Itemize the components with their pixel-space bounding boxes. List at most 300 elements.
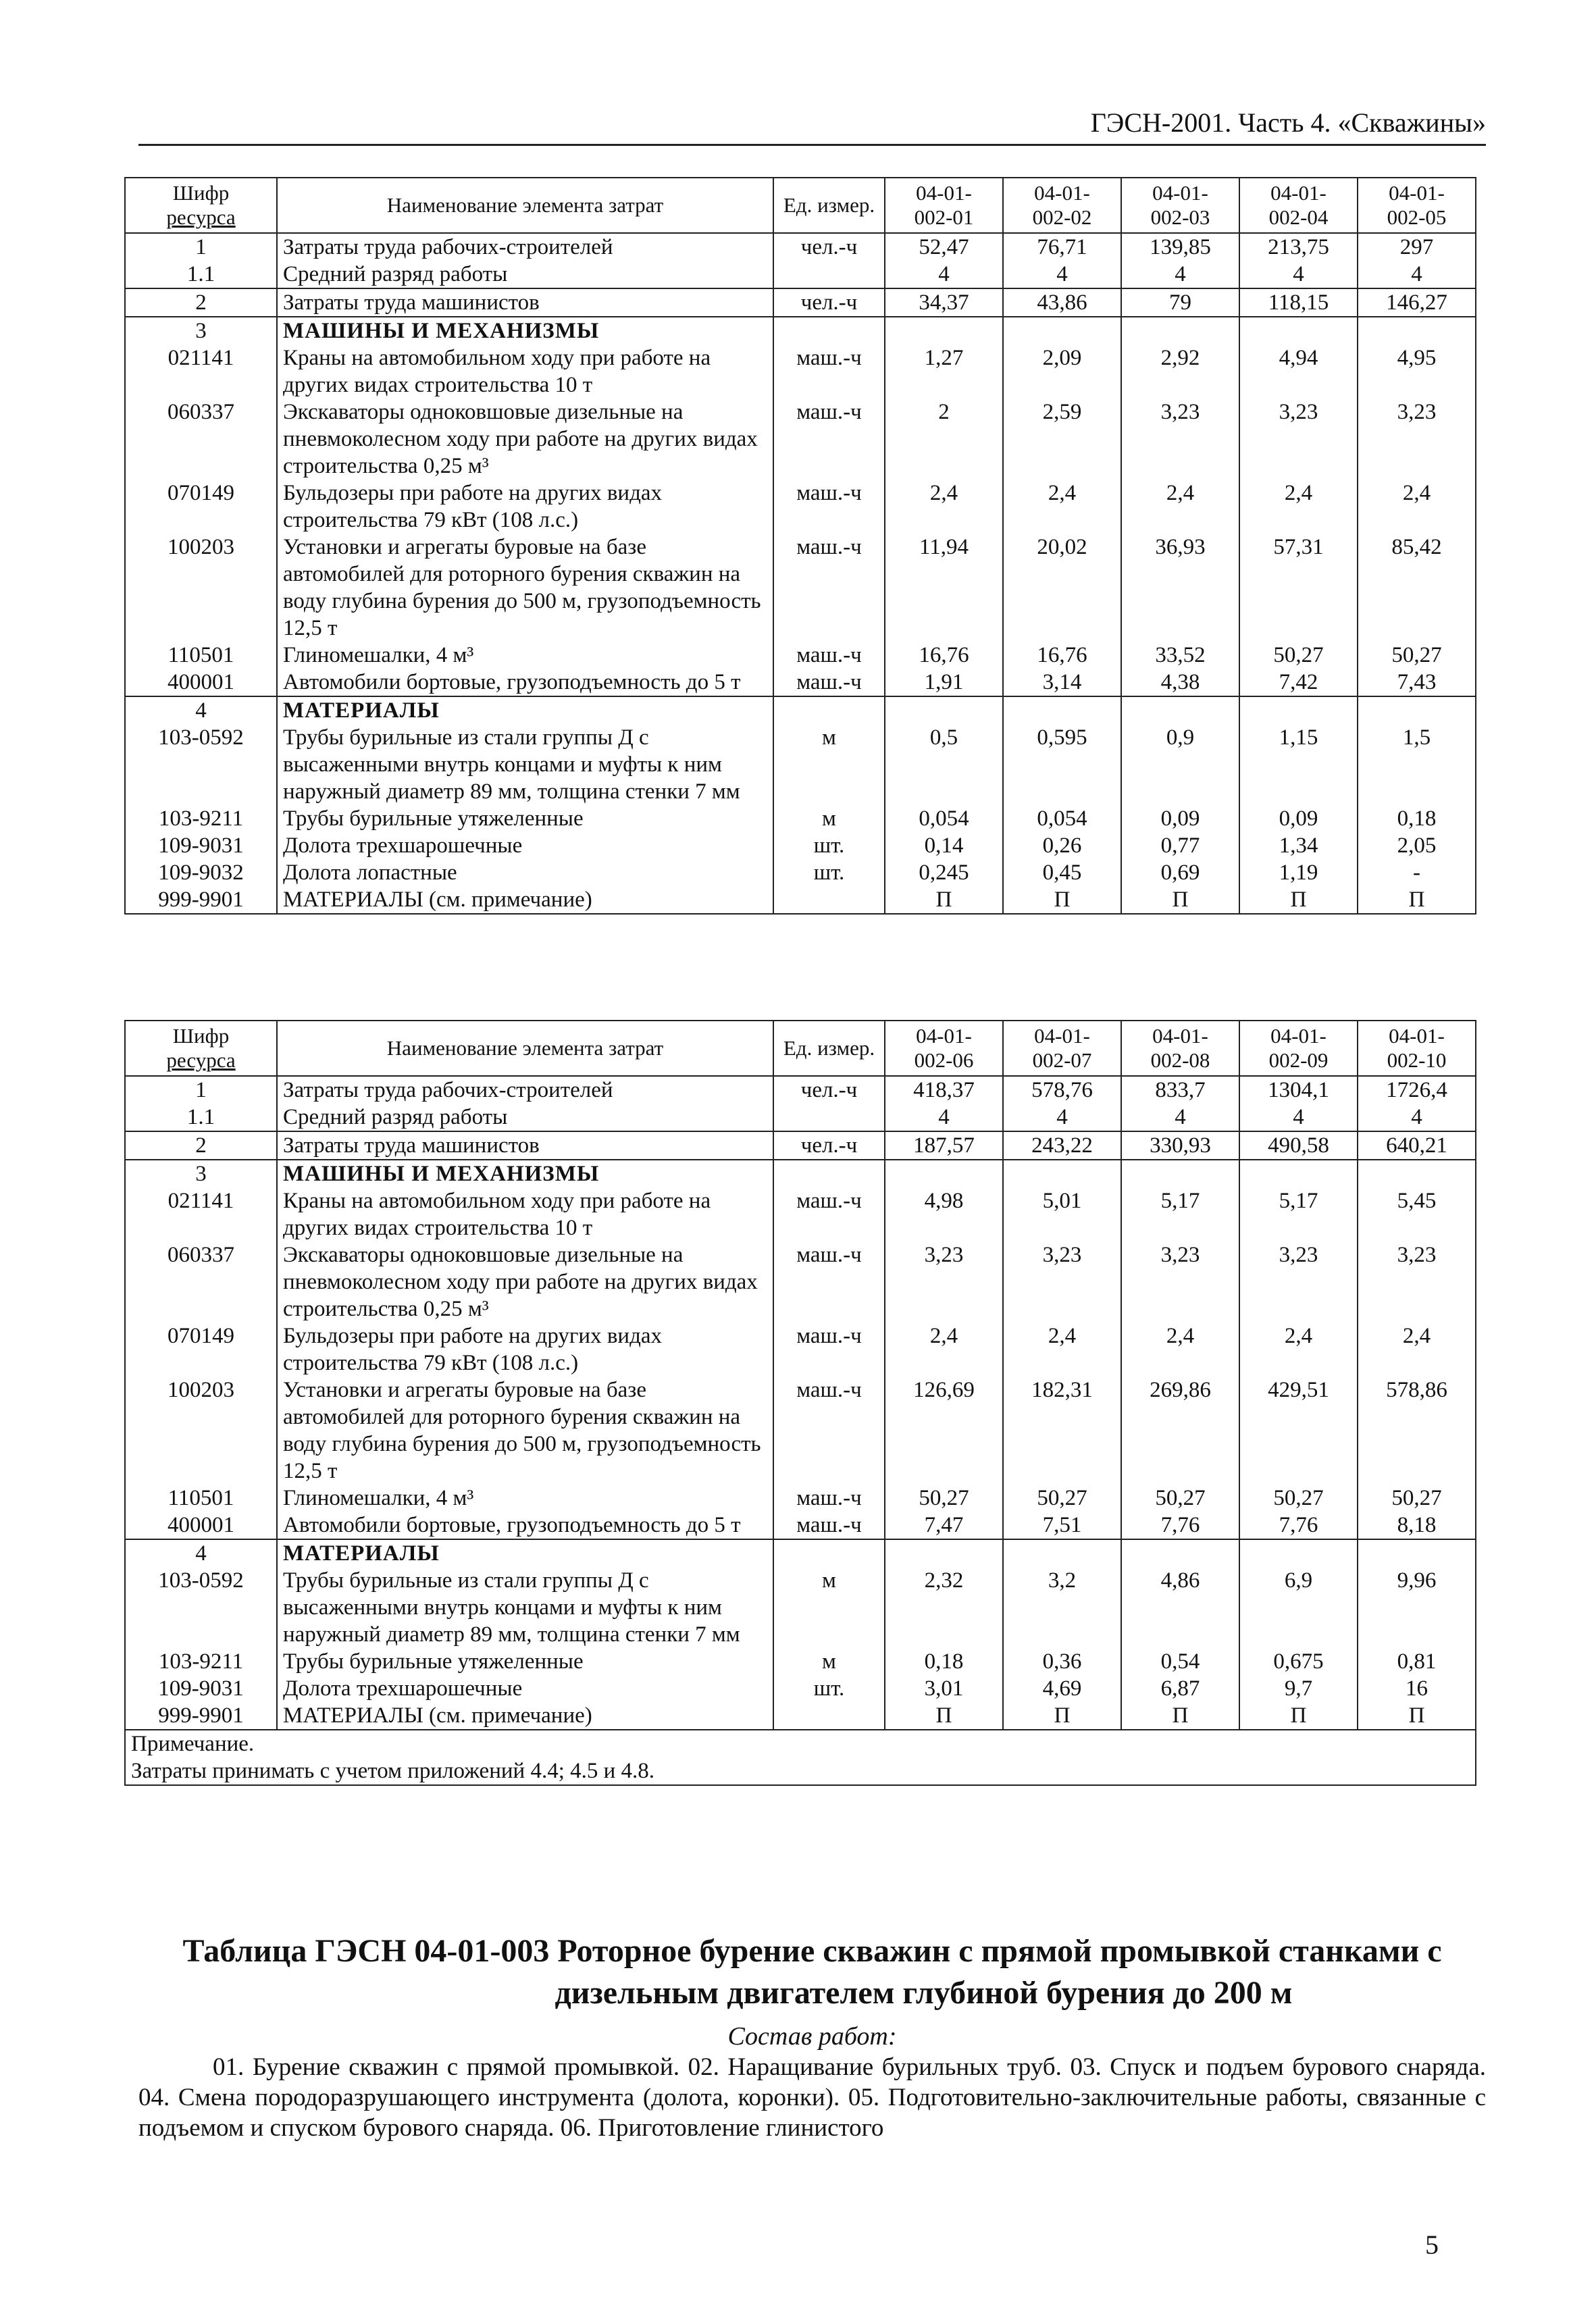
resource-unit: шт. [773,859,885,886]
resource-code: 400001 [125,669,277,696]
table-row [125,1377,1476,1485]
resource-value: 4 [1239,261,1358,288]
resource-name: Затраты труда машинистов [277,1131,773,1160]
resource-name: Бульдозеры при работе на других видах строительства 79 кВт (108 л.с.) [277,1322,773,1377]
table-row [125,233,1476,261]
resource-value: - [1358,859,1476,886]
resource-code: 021141 [125,344,277,398]
resource-value: 2,4 [1003,480,1121,534]
resource-value [1239,696,1358,724]
table-row [125,317,1476,344]
resource-value: 6,87 [1121,1675,1239,1702]
table-row [125,1567,1476,1648]
resource-value: 1,27 [885,344,1003,398]
resource-value: 50,27 [885,1485,1003,1512]
resource-value: 7,42 [1239,669,1358,696]
table-row [125,1322,1476,1377]
resource-name: Трубы бурильные из стали группы Д с высаженными внутрь концами и муфты к ним наружный диаметр 89 мм, толщина стенки 7 мм [277,724,773,805]
resource-value [1121,696,1239,724]
col-unit-header: Ед. измер. [773,1021,885,1076]
resource-name: Экскаваторы одноковшовые дизельные на пневмоколесном ходу при работе на других видах строительства 0,25 м³ [277,1241,773,1322]
resource-value [1239,1160,1358,1187]
resource-value: 16,76 [1003,642,1121,669]
resource-value: 4,38 [1121,669,1239,696]
resource-value: 146,27 [1358,288,1476,317]
table-row [125,1104,1476,1131]
resource-code: 109-9031 [125,1675,277,1702]
resource-unit: м [773,1567,885,1648]
table-body [125,1076,1476,1730]
resource-value: 4 [885,1104,1003,1131]
resource-value: 187,57 [885,1131,1003,1160]
resource-value: 34,37 [885,288,1003,317]
resource-value: П [1121,1702,1239,1730]
note-row [125,1730,1476,1785]
table-row [125,344,1476,398]
table-row [125,1512,1476,1539]
resource-unit: чел.-ч [773,288,885,317]
resource-unit: маш.-ч [773,1377,885,1485]
resource-value: 36,93 [1121,534,1239,642]
table-body [125,233,1476,914]
resource-value [1121,1160,1239,1187]
resource-value: П [1003,886,1121,914]
resource-name: Трубы бурильные утяжеленные [277,1648,773,1675]
resource-value: 0,5 [885,724,1003,805]
work-composition-caption: Состав работ: [727,2022,897,2051]
table-row [125,1539,1476,1567]
resource-value: 0,18 [885,1648,1003,1675]
resource-name: Установки и агрегаты буровые на базе автомобилей для роторного бурения скважин на воду глубина бурения до 500 м, грузоподъемность 12,5 т [277,1377,773,1485]
next-table-title-line2: дизельным двигателем глубиной бурения до 200 м [555,1975,1293,2011]
resource-value [1121,1539,1239,1567]
table-row [125,642,1476,669]
resource-value: 2,59 [1003,398,1121,480]
table-row [125,480,1476,534]
resource-code: 400001 [125,1512,277,1539]
resource-code: 103-0592 [125,1567,277,1648]
table-row [125,288,1476,317]
resource-name: Краны на автомобильном ходу при работе на других видах строительства 10 т [277,1187,773,1241]
resource-value: 50,27 [1358,1485,1476,1512]
resource-name: Затраты труда рабочих-строителей [277,1076,773,1104]
resource-value: 490,58 [1239,1131,1358,1160]
resource-value: 126,69 [885,1377,1003,1485]
resource-code: 110501 [125,642,277,669]
resource-unit [773,317,885,344]
resource-value: 1,34 [1239,832,1358,859]
resource-value: 2,4 [1358,480,1476,534]
resource-value: 0,77 [1121,832,1239,859]
resource-value: 4 [1003,1104,1121,1131]
resource-unit: м [773,724,885,805]
resource-value: 2,4 [1239,480,1358,534]
resource-value: 2,4 [885,480,1003,534]
resource-unit: маш.-ч [773,1241,885,1322]
note-title: Примечание. [131,1732,255,1756]
resource-value: 3,23 [1239,398,1358,480]
resource-value: 7,51 [1003,1512,1121,1539]
resource-unit [773,886,885,914]
table-row [125,1160,1476,1187]
resource-code: 2 [125,1131,277,1160]
resource-value [885,317,1003,344]
resource-value: 5,17 [1121,1187,1239,1241]
resource-value: 243,22 [1003,1131,1121,1160]
resource-code: 060337 [125,398,277,480]
resource-value: 578,86 [1358,1377,1476,1485]
table-row [125,805,1476,832]
resource-value: 57,31 [1239,534,1358,642]
resource-value: П [1003,1702,1121,1730]
resource-value: 182,31 [1003,1377,1121,1485]
page-number: 5 [1425,2230,1439,2260]
resource-name: Затраты труда рабочих-строителей [277,233,773,261]
col-code-header: Шифр ресурса [125,178,277,233]
resource-name: Глиномешалки, 4 м³ [277,642,773,669]
resource-name: Долота трехшарошечные [277,1675,773,1702]
resource-code: 3 [125,317,277,344]
resource-code: 1 [125,1076,277,1104]
resource-name: Автомобили бортовые, грузоподъемность до 5 т [277,669,773,696]
resource-name: Экскаваторы одноковшовые дизельные на пневмоколесном ходу при работе на других видах строительства 0,25 м³ [277,398,773,480]
resource-code: 100203 [125,534,277,642]
resource-value: 3,14 [1003,669,1121,696]
resource-value: П [1239,1702,1358,1730]
table-row [125,398,1476,480]
resource-name: Трубы бурильные из стали группы Д с высаженными внутрь концами и муфты к ним наружный диаметр 89 мм, толщина стенки 7 мм [277,1567,773,1648]
resource-unit [773,696,885,724]
resource-value: 50,27 [1121,1485,1239,1512]
resource-name: Бульдозеры при работе на других видах строительства 79 кВт (108 л.с.) [277,480,773,534]
resource-value [1358,696,1476,724]
note-text: Затраты принимать с учетом приложений 4.4; 4.5 и 4.8. [131,1759,655,1783]
col-norm-code: 04-01- 002-07 [1003,1021,1121,1076]
col-norm-code: 04-01- 002-10 [1358,1021,1476,1076]
resource-value: П [885,1702,1003,1730]
resource-code: 999-9901 [125,1702,277,1730]
resource-value [885,1539,1003,1567]
resource-value: 3,01 [885,1675,1003,1702]
resource-value: 5,01 [1003,1187,1121,1241]
resource-value: П [1358,1702,1476,1730]
resource-table-1 [124,177,1476,915]
resource-value: П [1239,886,1358,914]
resource-code: 3 [125,1160,277,1187]
resource-value: 0,054 [885,805,1003,832]
resource-unit: маш.-ч [773,1187,885,1241]
col-name-header: Наименование элемента затрат [277,178,773,233]
resource-value: 8,18 [1358,1512,1476,1539]
resource-name: Средний разряд работы [277,261,773,288]
resource-name: Краны на автомобильном ходу при работе на других видах строительства 10 т [277,344,773,398]
resource-unit [773,1104,885,1131]
resource-value [1003,696,1121,724]
col-code-header: Шифр ресурса [125,1021,277,1076]
resource-value: 6,9 [1239,1567,1358,1648]
resource-value: 2,4 [1358,1322,1476,1377]
resource-code: 103-9211 [125,1648,277,1675]
resource-value: 297 [1358,233,1476,261]
table-row [125,724,1476,805]
resource-unit: маш.-ч [773,1512,885,1539]
resource-value: 2,92 [1121,344,1239,398]
resource-name: МАТЕРИАЛЫ [277,1539,773,1567]
table-row [125,886,1476,914]
resource-value: 1,19 [1239,859,1358,886]
col-norm-code: 04-01- 002-06 [885,1021,1003,1076]
resource-value: 7,76 [1121,1512,1239,1539]
resource-value: 43,86 [1003,288,1121,317]
resource-value: 4,69 [1003,1675,1121,1702]
next-table-title [138,1930,1486,2014]
resource-value: 118,15 [1239,288,1358,317]
resource-value: 79 [1121,288,1239,317]
resource-value: 1,91 [885,669,1003,696]
resource-unit: чел.-ч [773,1131,885,1160]
table-row [125,1241,1476,1322]
resource-value: П [1121,886,1239,914]
resource-value [1358,1160,1476,1187]
resource-value: 418,37 [885,1076,1003,1104]
resource-code: 109-9032 [125,859,277,886]
resource-value: 3,23 [1003,1241,1121,1322]
resource-unit [773,1539,885,1567]
table-row [125,534,1476,642]
resource-value: 3,23 [1121,1241,1239,1322]
resource-code: 1 [125,233,277,261]
resource-code: 100203 [125,1377,277,1485]
table-row [125,1702,1476,1730]
resource-code: 103-0592 [125,724,277,805]
resource-code: 4 [125,696,277,724]
resource-unit: маш.-ч [773,534,885,642]
resource-value: 9,7 [1239,1675,1358,1702]
resource-value: 9,96 [1358,1567,1476,1648]
resource-value: 1,15 [1239,724,1358,805]
resource-name: МАШИНЫ И МЕХАНИЗМЫ [277,1160,773,1187]
resource-value [1239,1539,1358,1567]
resource-unit: маш.-ч [773,1485,885,1512]
resource-code: 060337 [125,1241,277,1322]
table-row [125,1131,1476,1160]
resource-value: 4 [1239,1104,1358,1131]
table-row [125,1675,1476,1702]
resource-value: 4 [885,261,1003,288]
resource-name: МАТЕРИАЛЫ [277,696,773,724]
note-cell [125,1730,1476,1785]
resource-unit: маш.-ч [773,669,885,696]
resource-name: МАТЕРИАЛЫ (см. примечание) [277,1702,773,1730]
resource-value: 0,45 [1003,859,1121,886]
resource-name: МАШИНЫ И МЕХАНИЗМЫ [277,317,773,344]
table-row [125,261,1476,288]
resource-value: 0,09 [1239,805,1358,832]
resource-value: 213,75 [1239,233,1358,261]
resource-unit [773,261,885,288]
resource-value: П [1358,886,1476,914]
resource-code: 070149 [125,480,277,534]
resource-value: 5,17 [1239,1187,1358,1241]
resource-value: 52,47 [885,233,1003,261]
resource-value: 4,94 [1239,344,1358,398]
resource-value [885,1160,1003,1187]
resource-value: 1,5 [1358,724,1476,805]
resource-value [885,696,1003,724]
resource-code: 1.1 [125,261,277,288]
col-norm-code: 04-01- 002-09 [1239,1021,1358,1076]
resource-value: 4 [1121,261,1239,288]
resource-value: 640,21 [1358,1131,1476,1160]
resource-unit: чел.-ч [773,233,885,261]
resource-value: 50,27 [1239,642,1358,669]
resource-value: 11,94 [885,534,1003,642]
resource-value: П [885,886,1003,914]
resource-value: 429,51 [1239,1377,1358,1485]
col-norm-code: 04-01- 002-08 [1121,1021,1239,1076]
resource-value: 3,23 [1239,1241,1358,1322]
resource-value: 4,98 [885,1187,1003,1241]
resource-value: 4,95 [1358,344,1476,398]
resource-value: 33,52 [1121,642,1239,669]
resource-value: 3,23 [1358,1241,1476,1322]
resource-value [1358,1539,1476,1567]
resource-code: 070149 [125,1322,277,1377]
resource-name: Автомобили бортовые, грузоподъемность до 5 т [277,1512,773,1539]
col-unit-header: Ед. измер. [773,178,885,233]
resource-value: 2,4 [1003,1322,1121,1377]
resource-value: 7,47 [885,1512,1003,1539]
table-row [125,1076,1476,1104]
resource-value: 2,4 [1239,1322,1358,1377]
table-row [125,1648,1476,1675]
table-header-row [125,178,1476,233]
resource-value: 50,27 [1239,1485,1358,1512]
resource-name: Трубы бурильные утяжеленные [277,805,773,832]
resource-code: 1.1 [125,1104,277,1131]
resource-value: 4 [1121,1104,1239,1131]
resource-unit: чел.-ч [773,1076,885,1104]
resource-value: 330,93 [1121,1131,1239,1160]
table-row [125,669,1476,696]
resource-name: Глиномешалки, 4 м³ [277,1485,773,1512]
resource-value: 7,76 [1239,1512,1358,1539]
resource-name: Долота лопастные [277,859,773,886]
resource-value: 0,675 [1239,1648,1358,1675]
resource-value: 4,86 [1121,1567,1239,1648]
resource-code: 110501 [125,1485,277,1512]
resource-name: Установки и агрегаты буровые на базе автомобилей для роторного бурения скважин на воду глубина бурения до 500 м, грузоподъемность 12,5 т [277,534,773,642]
col-norm-code: 04-01- 002-05 [1358,178,1476,233]
resource-value: 0,9 [1121,724,1239,805]
resource-name: МАТЕРИАЛЫ (см. примечание) [277,886,773,914]
col-name-header: Наименование элемента затрат [277,1021,773,1076]
resource-value [1121,317,1239,344]
resource-value [1003,317,1121,344]
resource-unit: м [773,805,885,832]
resource-value: 4 [1003,261,1121,288]
resource-value: 139,85 [1121,233,1239,261]
resource-value: 85,42 [1358,534,1476,642]
resource-value: 3,23 [1121,398,1239,480]
resource-unit: шт. [773,832,885,859]
work-composition-text: 01. Бурение скважин с прямой промывкой. 02. Наращивание бурильных труб. 03. Спуск и подъем бурового снаряда. 04. Смена породоразрушающего инструмента (долота, коронки). 05. Подготовительно-заключительные работы, связанные с подъемом и спуском бурового снаряда. 06. Приготовление глинистого [138,2053,1486,2142]
resource-value: 2,4 [1121,1322,1239,1377]
col-norm-code: 04-01- 002-03 [1121,178,1239,233]
resource-value: 2,09 [1003,344,1121,398]
table-row [125,1485,1476,1512]
resource-value [1239,317,1358,344]
resource-value: 50,27 [1358,642,1476,669]
resource-unit: маш.-ч [773,1322,885,1377]
resource-unit: шт. [773,1675,885,1702]
resource-unit [773,1160,885,1187]
resource-value: 0,09 [1121,805,1239,832]
resource-name: Долота трехшарошечные [277,832,773,859]
resource-code: 4 [125,1539,277,1567]
next-table-title-line1: Таблица ГЭСН 04-01-003 Роторное бурение скважин с прямой промывкой станками с [182,1933,1442,1969]
resource-value: 269,86 [1121,1377,1239,1485]
resource-value: 16 [1358,1675,1476,1702]
resource-value: 2,4 [1121,480,1239,534]
resource-unit: маш.-ч [773,398,885,480]
table-row [125,1187,1476,1241]
resource-value: 0,26 [1003,832,1121,859]
resource-value: 76,71 [1003,233,1121,261]
col-norm-code: 04-01- 002-01 [885,178,1003,233]
resource-value: 16,76 [885,642,1003,669]
resource-value: 2,32 [885,1567,1003,1648]
resource-name: Средний разряд работы [277,1104,773,1131]
resource-value: 0,245 [885,859,1003,886]
resource-value: 1726,4 [1358,1076,1476,1104]
running-header: ГЭСН-2001. Часть 4. «Скважины» [138,107,1486,146]
resource-value: 2,4 [885,1322,1003,1377]
resource-value: 5,45 [1358,1187,1476,1241]
resource-value [1358,317,1476,344]
resource-unit: маш.-ч [773,344,885,398]
resource-value: 833,7 [1121,1076,1239,1104]
resource-table-2 [124,1020,1476,1786]
resource-value [1003,1539,1121,1567]
resource-value: 0,54 [1121,1648,1239,1675]
resource-value: 7,43 [1358,669,1476,696]
resource-value: 0,36 [1003,1648,1121,1675]
resource-value: 578,76 [1003,1076,1121,1104]
resource-unit: м [773,1648,885,1675]
resource-value: 4 [1358,1104,1476,1131]
resource-value: 1304,1 [1239,1076,1358,1104]
table-header-row [125,1021,1476,1076]
resource-value: 4 [1358,261,1476,288]
resource-value: 0,054 [1003,805,1121,832]
resource-unit: маш.-ч [773,480,885,534]
resource-value [1003,1160,1121,1187]
resource-value: 0,18 [1358,805,1476,832]
resource-value: 3,2 [1003,1567,1121,1648]
resource-value: 3,23 [1358,398,1476,480]
resource-value: 2,05 [1358,832,1476,859]
resource-code: 2 [125,288,277,317]
resource-code: 109-9031 [125,832,277,859]
resource-unit: маш.-ч [773,642,885,669]
resource-value: 0,69 [1121,859,1239,886]
table-row [125,696,1476,724]
table-row [125,859,1476,886]
resource-value: 0,81 [1358,1648,1476,1675]
resource-code: 103-9211 [125,805,277,832]
resource-name: Затраты труда машинистов [277,288,773,317]
